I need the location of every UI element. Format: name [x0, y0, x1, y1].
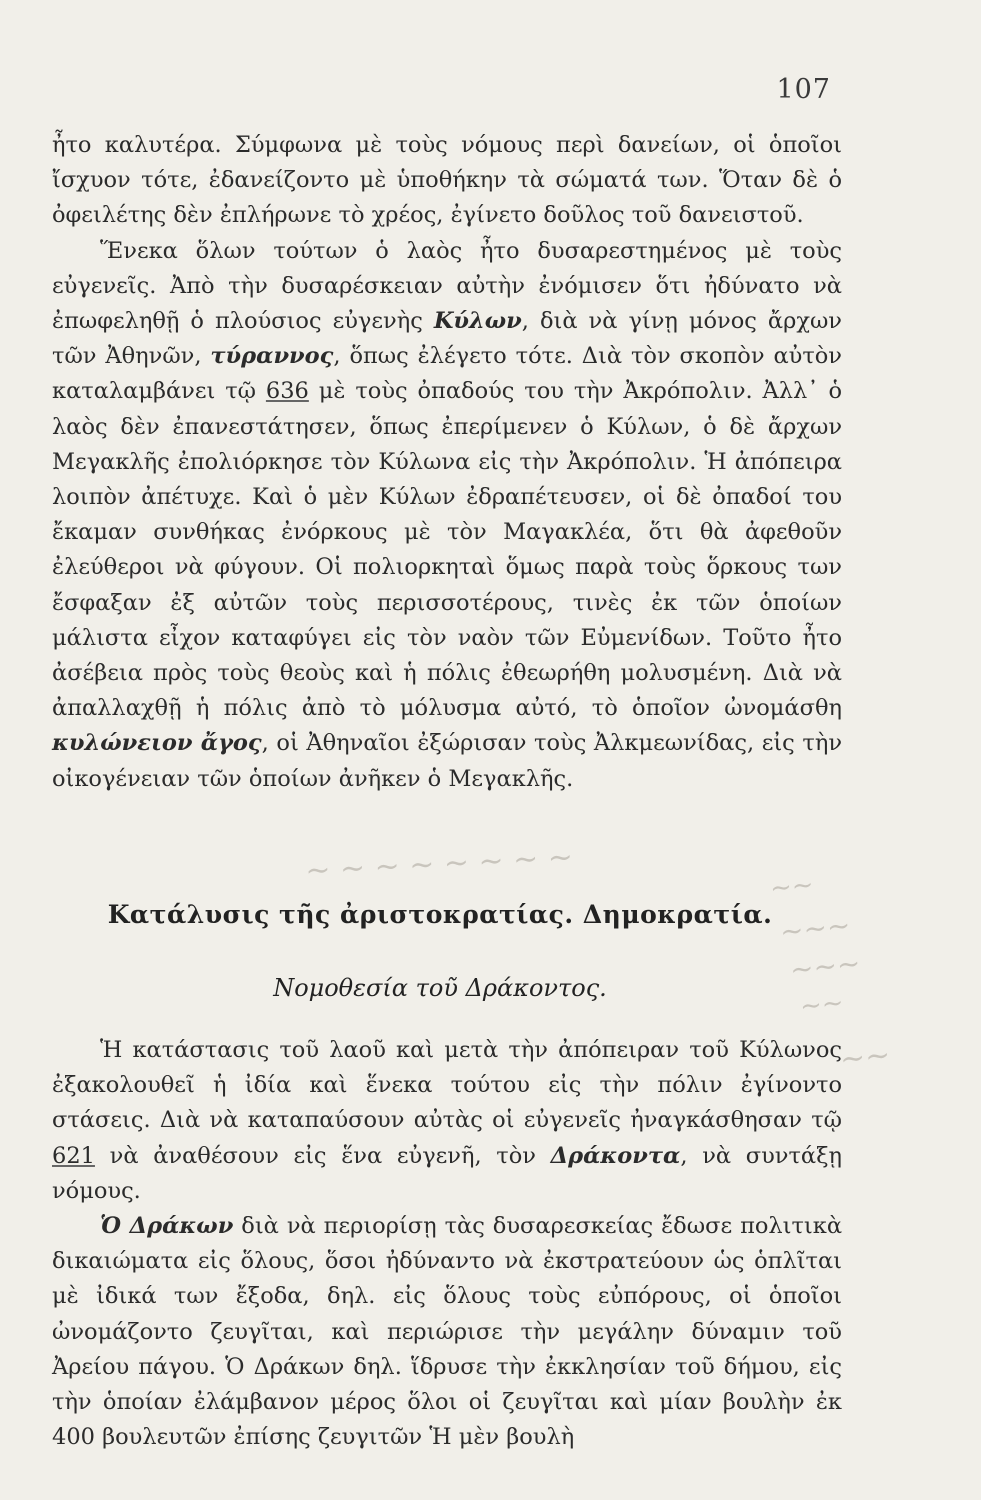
page-number: 107: [776, 74, 831, 105]
handwritten-margin-note-2: ~~~: [778, 908, 852, 949]
second-text-block: [52, 1033, 842, 1455]
handwritten-margin-note-1: ~~: [768, 869, 816, 905]
handwritten-annotation-line: ~ ~ ~ ~ ~ ~ ~ ~: [304, 839, 574, 889]
paragraph-2-text-a: Ἕνεκα ὅλων τούτων ὁ λαὸς ἦτο δυσαρεστημένος μὲ τοὺς εὐγενεῖς. Ἀπὸ τὴν δυσαρέσκειαν αὐτὴν ἐνόμισεν ὅτι ἠδύνατο νὰ ἐπωφεληθῇ ὁ πλούσιος εὐγενὴς: [52, 237, 842, 335]
year-621: 621: [52, 1142, 95, 1169]
drakon-emphasis: Ὁ Δράκων: [100, 1213, 234, 1240]
paragraph-2-text-e: , οἱ Ἀθηναῖοι ἐξώρισαν τοὺς Ἀλκμεωνίδας, εἰς τὴν οἰκογένειαν τῶν ὁποίων ἀνῆκεν ὁ Μεγακλῆς.: [52, 730, 842, 792]
paragraph-3-text-a: Ἡ κατάστασις τοῦ λαοῦ καὶ μετὰ τὴν ἀπόπειραν τοῦ Κύλωνος ἐξακολουθεῖ ἡ ἰδία καὶ ἕνεκα τούτου εἰς τὴν πόλιν ἐγίνοντο στάσεις. Διὰ νὰ καταπαύσουν αὐτὰς οἱ εὐγενεῖς ἠναγκάσθησαν τῷ: [52, 1037, 842, 1134]
handwritten-margin-note-4: ~~: [798, 987, 846, 1023]
year-636: 636: [265, 378, 309, 405]
sub-heading: Νομοθεσία τοῦ Δράκοντος.: [273, 974, 607, 1002]
kyloneion-agos-emphasis: κυλώνειον ἄγος: [52, 730, 262, 757]
paragraph-3: [52, 1033, 842, 1209]
kylon-emphasis: Κύλων: [433, 308, 522, 335]
paragraph-2-text-c: , ὅπως ἐλέγετο τότε. Διὰ τὸν σκοπὸν αὐτὸν καταλαμβάνει τῷ: [52, 343, 842, 405]
paragraph-3-text-c: , νὰ συντάξῃ νόμους.: [52, 1142, 842, 1204]
paragraph-4-text: διὰ νὰ περιορίσῃ τὰς δυσαρεσκείας ἔδωσε πολιτικὰ δικαιώματα εἰς ὅλους, ὅσοι ἠδύναντο νὰ ἐκστρατεύουν ὡς ὁπλῖται μὲ ἰδικά των ἔξοδα, δηλ. εἰς ὅλους τοὺς εὐπόρους, οἱ ὁποῖοι ὠνομάζοντο ζευγῖται, καὶ περιώρισε τὴν μεγάλην δύναμιν τοῦ Ἀρείου πάγου. Ὁ Δράκων δηλ. ἵδρυσε τὴν ἐκκλησίαν τοῦ δήμου, εἰς τὴν ὁποίαν ἐλάμβανον μέρος ὅλοι οἱ ζευγῖται καὶ μίαν βουλὴν ἐκ 400 βουλευτῶν ἐπίσης ζευγιτῶν Ἡ μὲν βουλὴ: [52, 1213, 843, 1451]
handwritten-margin-note-3: ~~~: [788, 946, 862, 987]
paragraph-2-text-b: , διὰ νὰ γίνῃ μόνος ἄρχων τῶν Ἀθηνῶν,: [52, 308, 842, 370]
paragraph-2-text-d: μὲ τοὺς ὀπαδούς του τὴν Ἀκρόπολιν. Ἀλλ᾽ ὁ λαὸς δὲν ἐπανεστάτησεν, ὅπως ἐπερίμενεν ὁ Κύλων, ὁ δὲ ἄρχων Μεγακλῆς ἐπολιόρκησε τὸν Κύλωνα εἰς τὴν Ἀκρόπολιν. Ἡ ἀπόπειρα λοιπὸν ἀπέτυχε. Καὶ ὁ μὲν Κύλων ἐδραπέτευσεν, οἱ δὲ ὀπαδοί του ἔκαμαν συνθήκας ἐνόρκους μὲ τὸν Μαγακλέα, ὅτι θὰ ἀφεθοῦν ἐλεύθεροι νὰ φύγουν. Οἱ πολιορκηταὶ ὅμως παρὰ τοὺς ὅρκους των ἔσφαξαν ἐξ αὐτῶν τοὺς περισσοτέρους, τινὲς ἐκ τῶν ὁποίων μάλιστα εἶχον καταφύγει εἰς τὸν ναὸν τῶν Εὐμενίδων. Τοῦτο ἦτο ἀσέβεια πρὸς τοὺς θεοὺς καὶ ἡ πόλις ἐθεωρήθη μολυσμένη. Διὰ νὰ ἀπαλλαχθῇ ἡ πόλις ἀπὸ τὸ μόλυσμα αὐτό, τὸ ὁποῖον ὠνομάσθη: [52, 378, 842, 722]
paragraph-4: [52, 1209, 842, 1455]
paragraph-2: [52, 234, 842, 797]
paragraph-1: ἦτο καλυτέρα. Σύμφωνα μὲ τοὺς νόμους περὶ δανείων, οἱ ὁποῖοι ἴσχυον τότε, ἐδανείζοντο μὲ ὑποθήκην τὰ σώματά των. Ὅταν δὲ ὁ ὀφειλέτης δὲν ἐπλήρωνε τὸ χρέος, ἐγίνετο δοῦλος τοῦ δανειστοῦ.: [52, 132, 842, 229]
tyrannos-emphasis: τύραννος: [210, 343, 334, 370]
main-text-block: [52, 128, 842, 797]
handwritten-margin-note-5: ~~: [838, 1037, 892, 1078]
paragraph-3-text-b: νὰ ἀναθέσουν εἰς ἕνα εὐγενῆ, τὸν: [94, 1142, 551, 1169]
section-heading: Κατάλυσις τῆς ἀριστοκρατίας. Δημοκρατία.: [107, 900, 773, 929]
drakonta-emphasis: Δράκοντα: [550, 1142, 681, 1169]
